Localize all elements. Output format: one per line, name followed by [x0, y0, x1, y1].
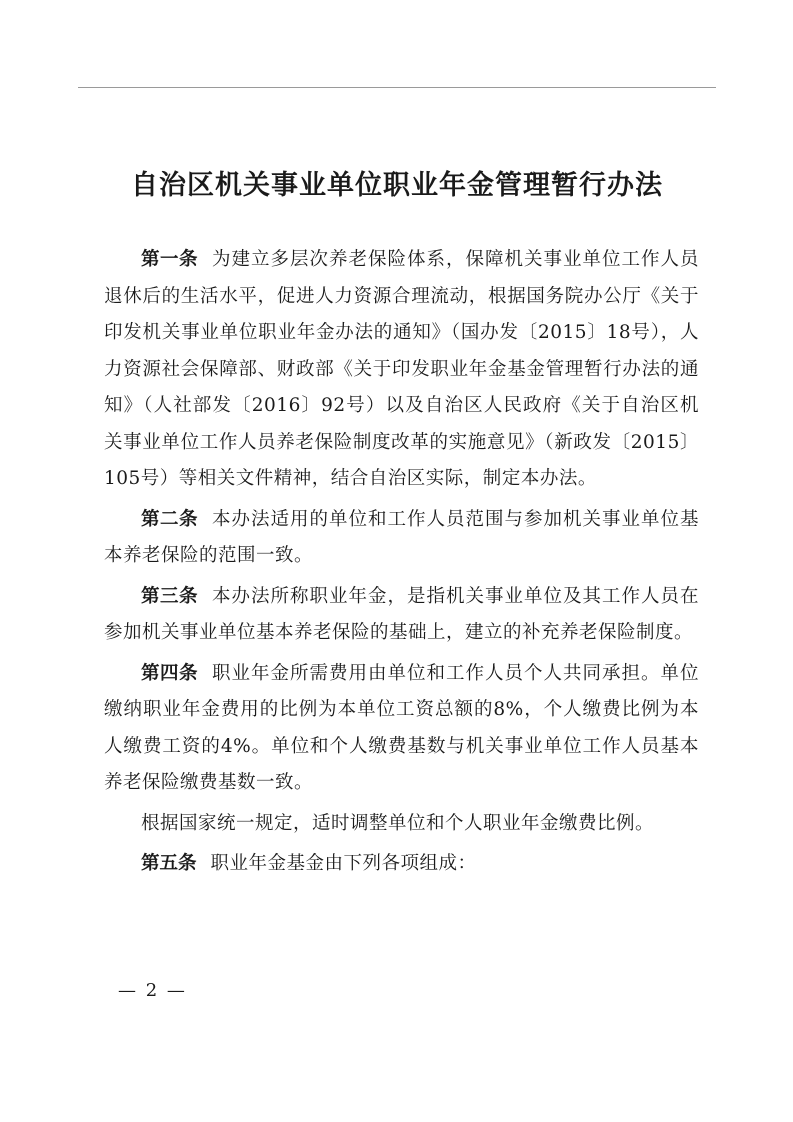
top-divider [78, 87, 716, 88]
article-heading: 第三条 [141, 585, 198, 607]
article-text: 根据国家统一规定，适时调整单位和个人职业年金缴费比例。 [141, 812, 655, 834]
article-2 [104, 502, 699, 575]
article-text: 本办法适用的单位和工作人员范围与参加机关事业单位基本养老保险的范围一致。 [104, 508, 699, 566]
document-title: 自治区机关事业单位职业年金管理暂行办法 [131, 170, 663, 201]
article-4 [104, 656, 699, 802]
article-5 [104, 846, 699, 883]
document-body [104, 242, 699, 887]
article-text: 为建立多层次养老保险体系，保障机关事业单位工作人员退休后的生活水平，促进人力资源合理流动，根据国务院办公厅《关于印发机关事业单位职业年金办法的通知》（国办发〔2015〕18号），人力资源社会保障部、财政部《关于印发职业年金基金管理暂行办法的通知》（人社部发〔2016〕92号）以及自治区人民政府《关于自治区机关事业单位工作人员养老保险制度改革的实施意见》（新政发〔2015〕105号）等相关文件精神，结合自治区实际，制定本办法。 [104, 249, 699, 489]
article-1 [104, 242, 699, 498]
article-text: 职业年金所需费用由单位和工作人员个人共同承担。单位缴纳职业年金费用的比例为本单位工资总额的8%，个人缴费比例为本人缴费工资的4%。单位和个人缴费基数与机关事业单位工作人员基本养老保险缴费基数一致。 [104, 662, 699, 793]
article-3 [104, 579, 699, 652]
article-text: 职业年金基金由下列各项组成： [210, 853, 477, 874]
article-heading: 第一条 [141, 249, 198, 270]
page-number: — 2 — [118, 980, 187, 1001]
article-text: 本办法所称职业年金，是指机关事业单位及其工作人员在参加机关事业单位基本养老保险的基础上，建立的补充养老保险制度。 [104, 585, 699, 643]
article-4-continuation [104, 806, 699, 843]
article-heading: 第二条 [141, 508, 198, 530]
article-heading: 第四条 [141, 662, 198, 684]
article-heading: 第五条 [141, 853, 197, 874]
